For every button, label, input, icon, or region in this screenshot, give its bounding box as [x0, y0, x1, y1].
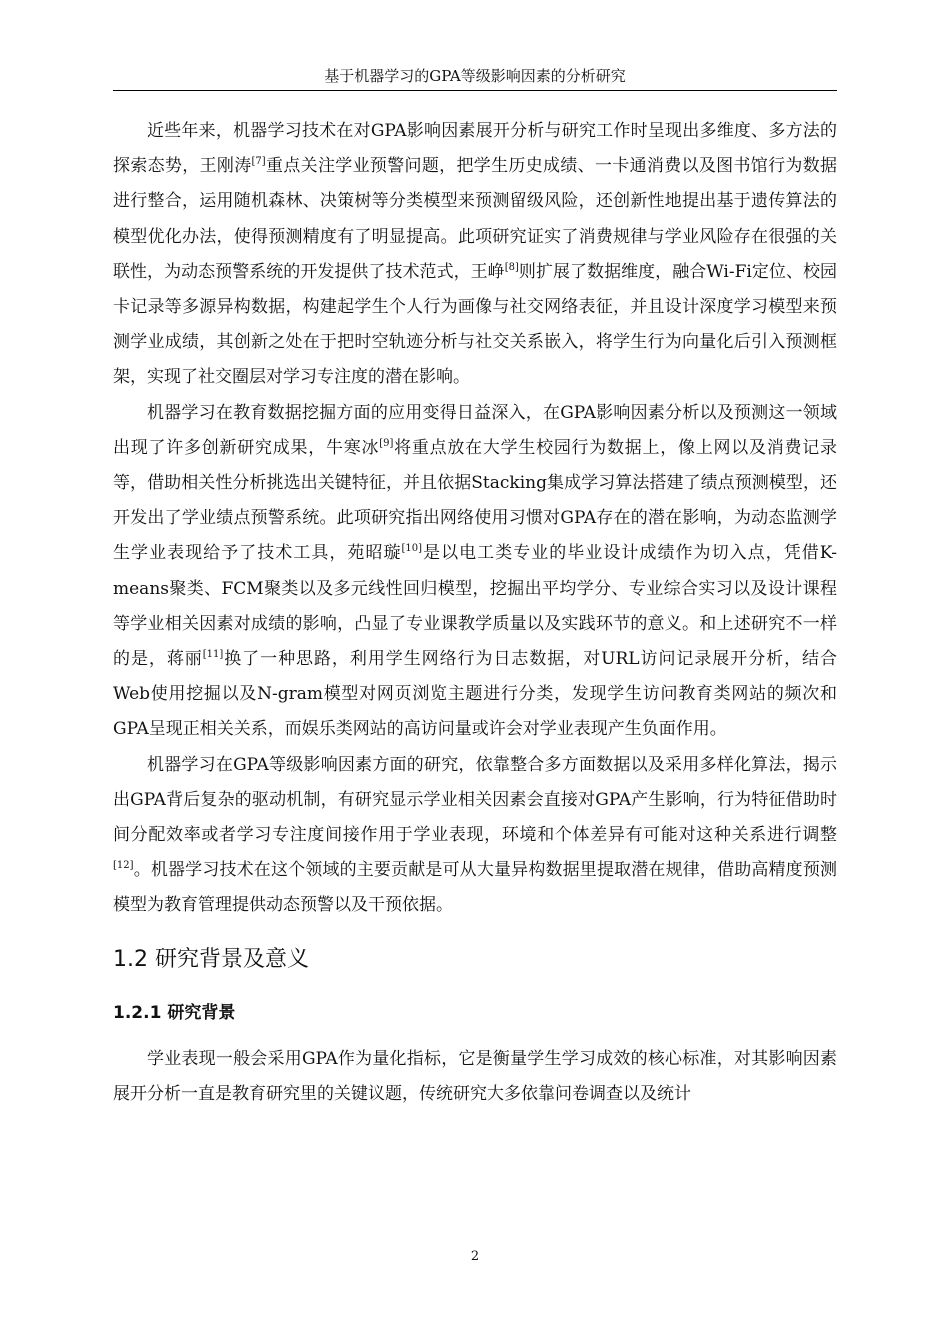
text-run: 机器学习在教育数据挖掘方面的应用变得日益深入，在GPA影响因素分析以及预测这一领域出现了许多创新研究成果，牛寒冰 — [113, 402, 837, 458]
section-heading: 1.2 研究背景及意义 — [113, 946, 309, 972]
citation-marker: [12] — [113, 860, 134, 872]
text-run: 机器学习在GPA等级影响因素方面的研究，依靠整合多方面数据以及采用多样化算法，揭示出GPA背后复杂的驱动机制，有研究显示学业相关因素会直接对GPA产生影响，行为特征借助时间分配效率或者学习专注度间接作用于学业表现，环境和个体差异有可能对这种关系进行调整 — [113, 754, 837, 846]
page-number: 2 — [470, 1249, 480, 1264]
body-paragraph-4: 学业表现一般会采用GPA作为量化指标，它是衡量学生学习成效的核心标准，对其影响因素展开分析一直是教育研究里的关键议题，传统研究大多依靠问卷调查以及统计 — [113, 1048, 837, 1104]
text-run: 则扩展了数据维度，融合Wi-Fi定位、校园卡记录等多源异构数据，构建起学生个人行为画像与社交网络表征，并且设计深度学习模型来预测学业成绩，其创新之处在于把时空轨迹分析与社交关系嵌入，将学生行为向量化后引入预测框架，实现了社交圈层对学习专注度的潜在影响。 — [113, 261, 838, 388]
text-run: 是以电工类专业的毕业设计成绩作为切入点，凭借K-means聚类、FCM聚类以及多元线性回归模型，挖掘出平均学分、专业综合实习以及设计课程等学业相关因素对成绩的影响，凸显了专业课教学质量以及实践环节的意义。和上述研究不一样的是，蒋丽 — [113, 543, 837, 670]
text-run: 将重点放在大学生校园行为数据上，像上网以及消费记录等，借助相关性分析挑选出关键特征，并且依据Stacking集成学习算法搭建了绩点预测模型，还开发出了学业绩点预警系统。此项研究指出网络使用习惯对GPA存在的潜在影响，为动态监测学生学业表现给予了技术工具，苑昭璇 — [113, 437, 838, 564]
body-paragraph-2 — [113, 396, 837, 748]
citation-marker: [11] — [202, 649, 224, 661]
text-run: 。机器学习技术在这个领域的主要贡献是可从大量异构数据里提取潜在规律，借助高精度预测模型为教育管理提供动态预警以及干预依据。 — [113, 860, 837, 916]
citation-marker: [9] — [379, 437, 394, 449]
body-paragraph-3 — [113, 748, 837, 924]
page-body — [113, 114, 837, 1112]
text-run: 近些年来，机器学习技术在对GPA影响因素展开分析与研究工作时呈现出多维度、多方法的探索态势，王刚涛 — [113, 121, 837, 177]
text-run: 换了一种思路，利用学生网络行为日志数据，对URL访问记录展开分析，结合Web使用挖掘以及N-gram模型对网页浏览主题进行分类，发现学生访问教育类网站的频次和GPA呈现正相关关系，而娱乐类网站的高访问量或许会对学业表现产生负面作用。 — [113, 649, 837, 740]
citation-marker: [7] — [251, 156, 266, 168]
citation-marker: [10] — [401, 543, 423, 555]
text-run: 重点关注学业预警问题，把学生历史成绩、一卡通消费以及图书馆行为数据进行整合，运用随机森林、决策树等分类模型来预测留级风险，还创新性地提出基于遗传算法的模型优化办法，使得预测精度有了明显提高。此项研究证实了消费规律与学业风险存在很强的关联性，为动态预警系统的开发提供了技术范式，王峥 — [113, 156, 838, 282]
header-rule — [113, 90, 837, 91]
subsection-heading: 1.2.1 研究背景 — [113, 1002, 236, 1023]
running-header: 基于机器学习的GPA等级影响因素的分析研究 — [324, 67, 626, 85]
citation-marker: [8] — [504, 261, 519, 273]
body-paragraph-1 — [113, 114, 837, 396]
